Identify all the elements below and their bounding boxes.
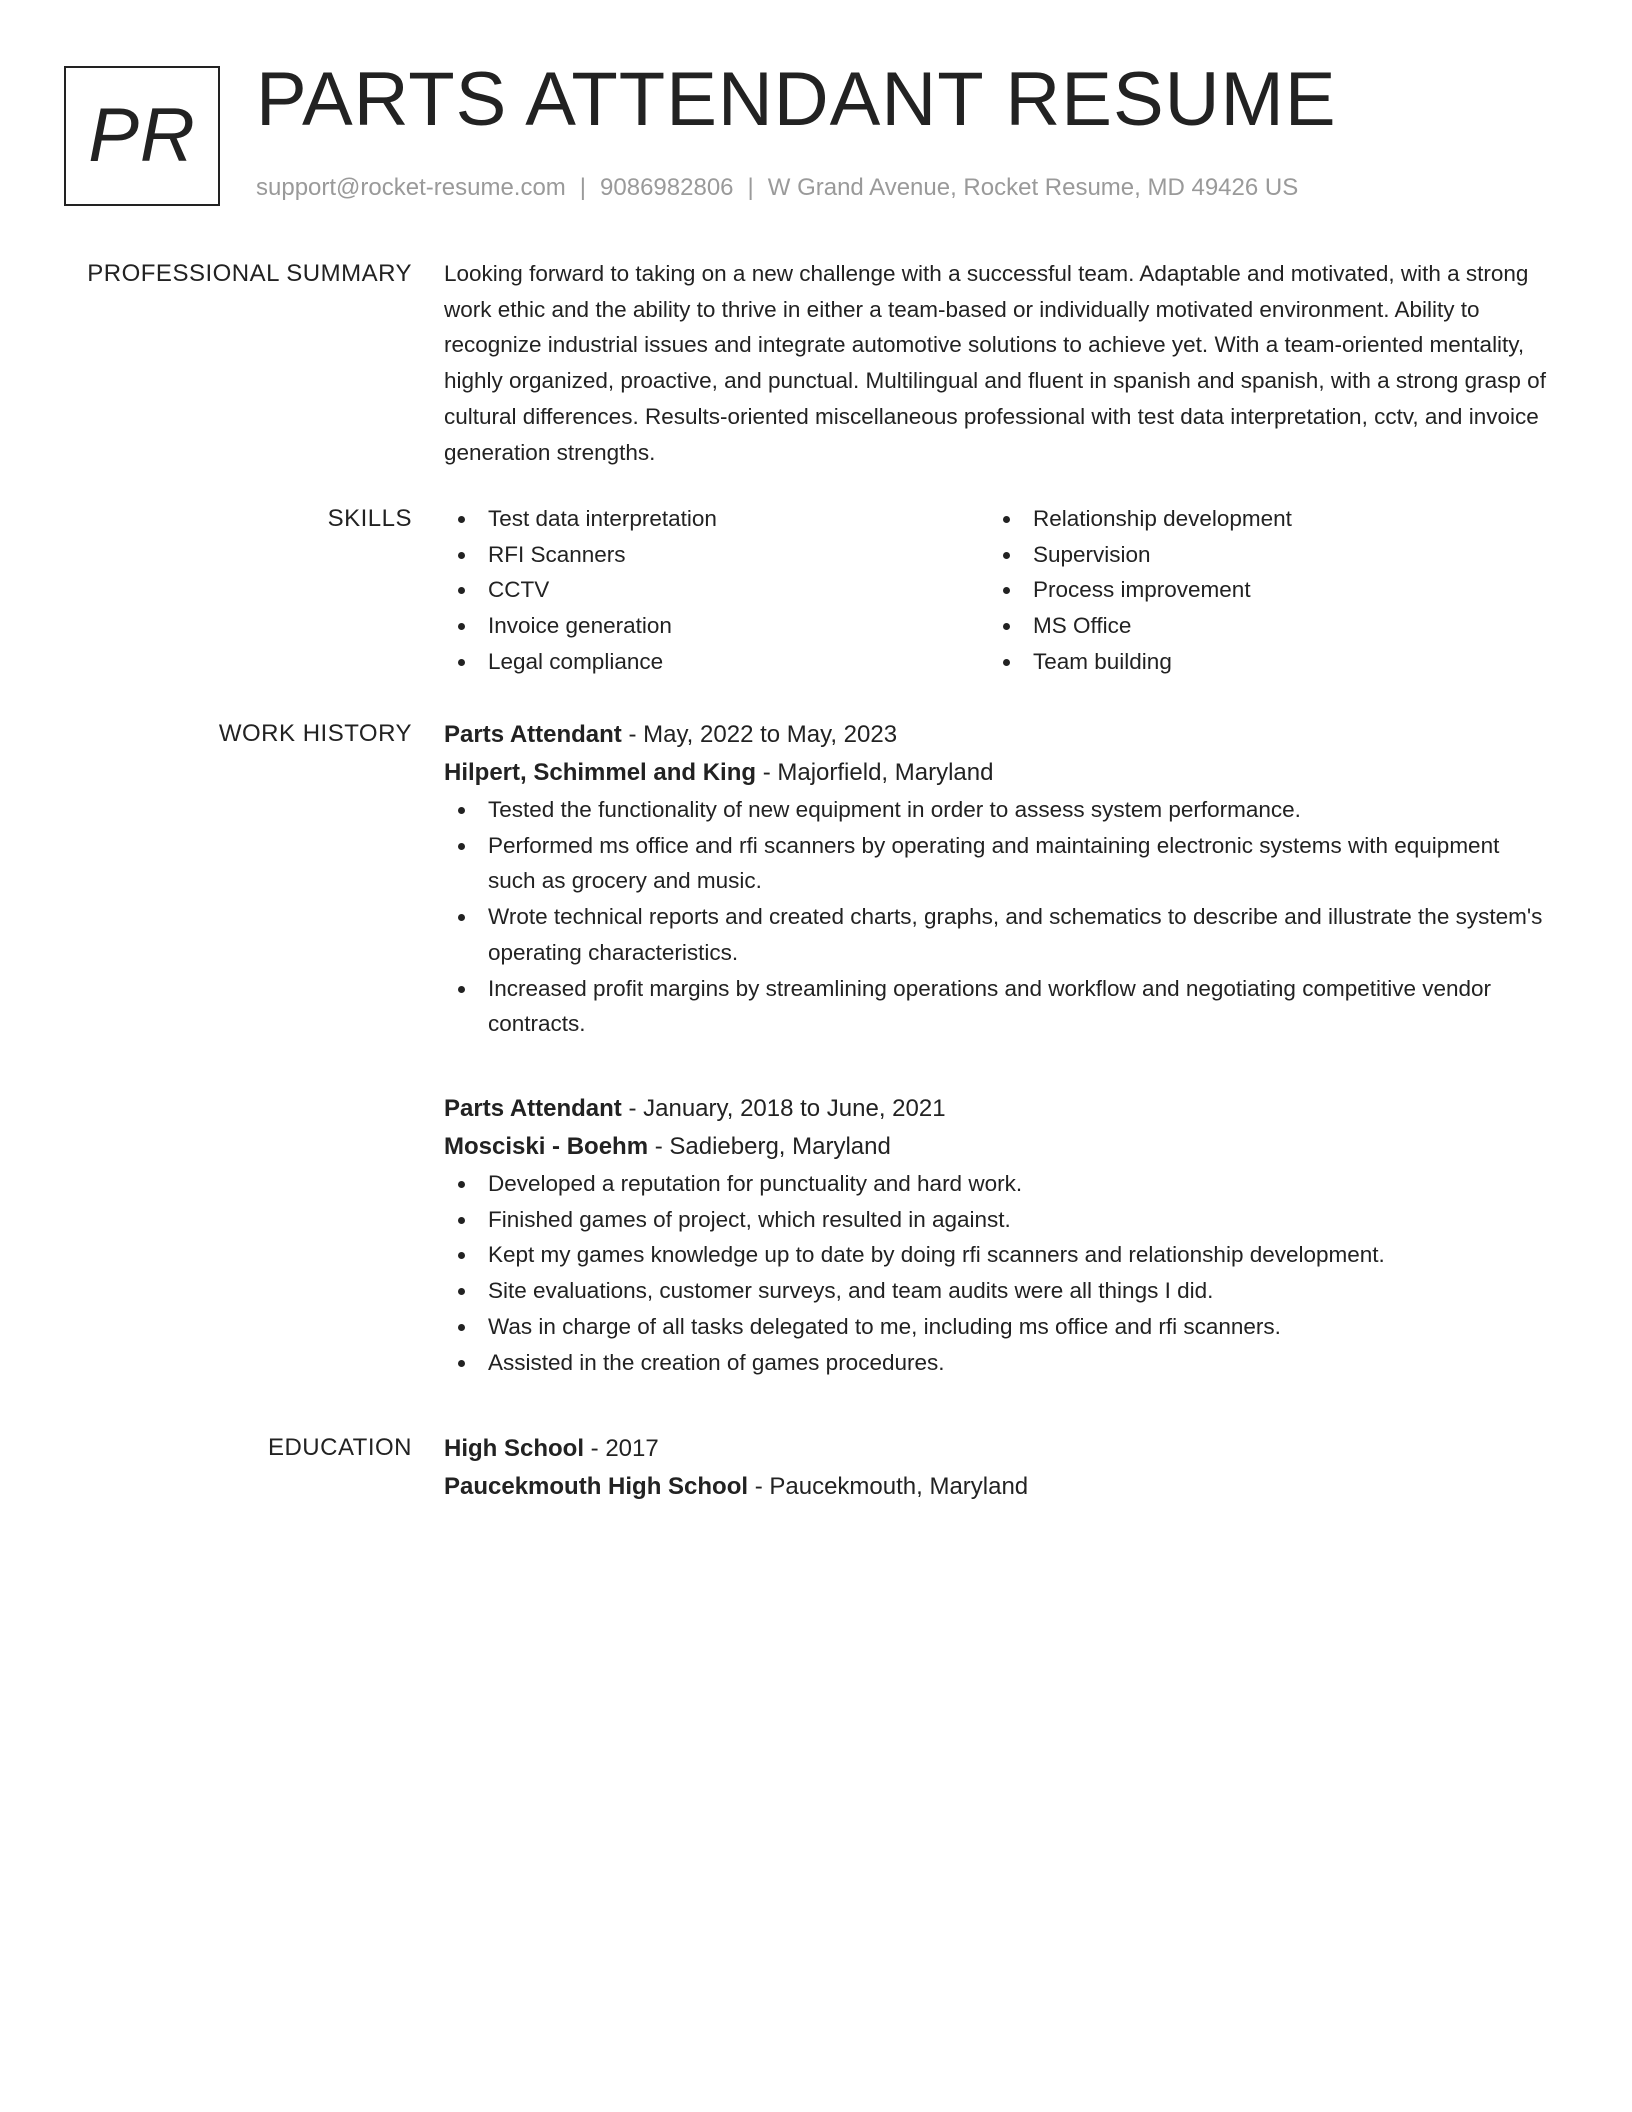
job-company: Mosciski - Boehm [444, 1133, 649, 1160]
job-company-line [444, 754, 1546, 792]
contact-line [256, 174, 1298, 203]
summary-label: PROFESSIONAL SUMMARY [87, 260, 412, 287]
education-degree: High School [444, 1435, 584, 1462]
monogram-initials: PR [88, 93, 196, 178]
resume-title: PARTS ATTENDANT RESUME [256, 57, 1337, 142]
education-body [444, 1430, 1546, 1506]
education-label: EDUCATION [267, 1434, 412, 1461]
education-location: - Paucekmouth, Maryland [748, 1473, 1029, 1500]
work-history-label: WORK HISTORY [218, 720, 412, 747]
job-location: - Sadieberg, Maryland [648, 1133, 891, 1160]
job-bullet: Performed ms office and rfi scanners by operating and maintaining electronic systems with equipment such as grocery and music. [444, 828, 1546, 899]
summary-text: Looking forward to taking on a new challenge with a successful team. Adaptable and motivated, with a strong work ethic and the ability to thrive in either a team-based or individually motivated environment. Ability to recognize industrial issues and integrate automotive solutions to achieve yet. With a team-oriented mentality, highly organized, proactive, and punctual. Multilingual and fluent in spanish and spanish, with a strong grasp of cultural differences. Results-oriented miscellaneous professional with test data interpretation, cctv, and invoice generation strengths. [444, 261, 1546, 465]
job-bullet: Finished games of project, which resulted in against. [444, 1202, 1546, 1238]
job-title-line [444, 1090, 1546, 1128]
education-year: - 2017 [584, 1435, 659, 1462]
skill-item: Legal compliance [444, 644, 989, 680]
skill-item: Test data interpretation [444, 501, 989, 537]
job-location: - Majorfield, Maryland [756, 759, 994, 786]
job-bullet-list [444, 792, 1546, 1042]
job-bullet: Wrote technical reports and created charts, graphs, and schematics to describe and illustrate the system's operating characteristics. [444, 899, 1546, 970]
skill-item: MS Office [989, 608, 1534, 644]
job-bullet: Site evaluations, customer surveys, and team audits were all things I did. [444, 1273, 1546, 1309]
skill-item: RFI Scanners [444, 537, 989, 573]
job-company-line [444, 1128, 1546, 1166]
education-school: Paucekmouth High School [444, 1473, 749, 1500]
contact-separator: | [579, 174, 587, 201]
job-entry [444, 716, 1546, 1042]
skills-column-right [989, 501, 1534, 680]
skills-grid [444, 501, 1546, 680]
skill-item: Team building [989, 644, 1534, 680]
work-history-body [444, 716, 1546, 1375]
job-dates: - January, 2018 to June, 2021 [621, 1095, 946, 1122]
job-dates: - May, 2022 to May, 2023 [621, 721, 898, 748]
job-bullet: Increased profit margins by streamlining operations and workflow and negotiating competitive vendor contracts. [444, 971, 1546, 1042]
job-bullet: Developed a reputation for punctuality and hard work. [444, 1166, 1546, 1202]
job-bullet: Kept my games knowledge up to date by doing rfi scanners and relationship development. [444, 1237, 1546, 1273]
job-entry [444, 1090, 1546, 1380]
contact-address: W Grand Avenue, Rocket Resume, MD 49426 US [767, 174, 1299, 201]
skills-label: SKILLS [327, 505, 412, 532]
job-title-line [444, 716, 1546, 754]
education-degree-line [444, 1430, 1546, 1468]
skill-item: Supervision [989, 537, 1534, 573]
contact-email: support@rocket-resume.com [256, 174, 566, 201]
job-bullet: Tested the functionality of new equipment in order to assess system performance. [444, 792, 1546, 828]
monogram-box [64, 66, 220, 206]
education-school-line [444, 1468, 1546, 1506]
job-bullet-list [444, 1166, 1546, 1380]
skill-item: Process improvement [989, 572, 1534, 608]
job-title: Parts Attendant [444, 721, 622, 748]
contact-separator: | [747, 174, 754, 201]
skills-body [444, 501, 1546, 680]
job-bullet: Was in charge of all tasks delegated to me, including ms office and rfi scanners. [444, 1309, 1546, 1345]
job-bullet: Assisted in the creation of games procedures. [444, 1345, 1546, 1381]
job-company: Hilpert, Schimmel and King [444, 759, 757, 786]
job-title: Parts Attendant [444, 1095, 622, 1122]
contact-phone: 9086982806 [600, 174, 734, 201]
skill-item: Invoice generation [444, 608, 989, 644]
skill-item: CCTV [444, 572, 989, 608]
summary-body [444, 256, 1546, 470]
skills-column-left [444, 501, 989, 680]
skill-item: Relationship development [989, 501, 1534, 537]
